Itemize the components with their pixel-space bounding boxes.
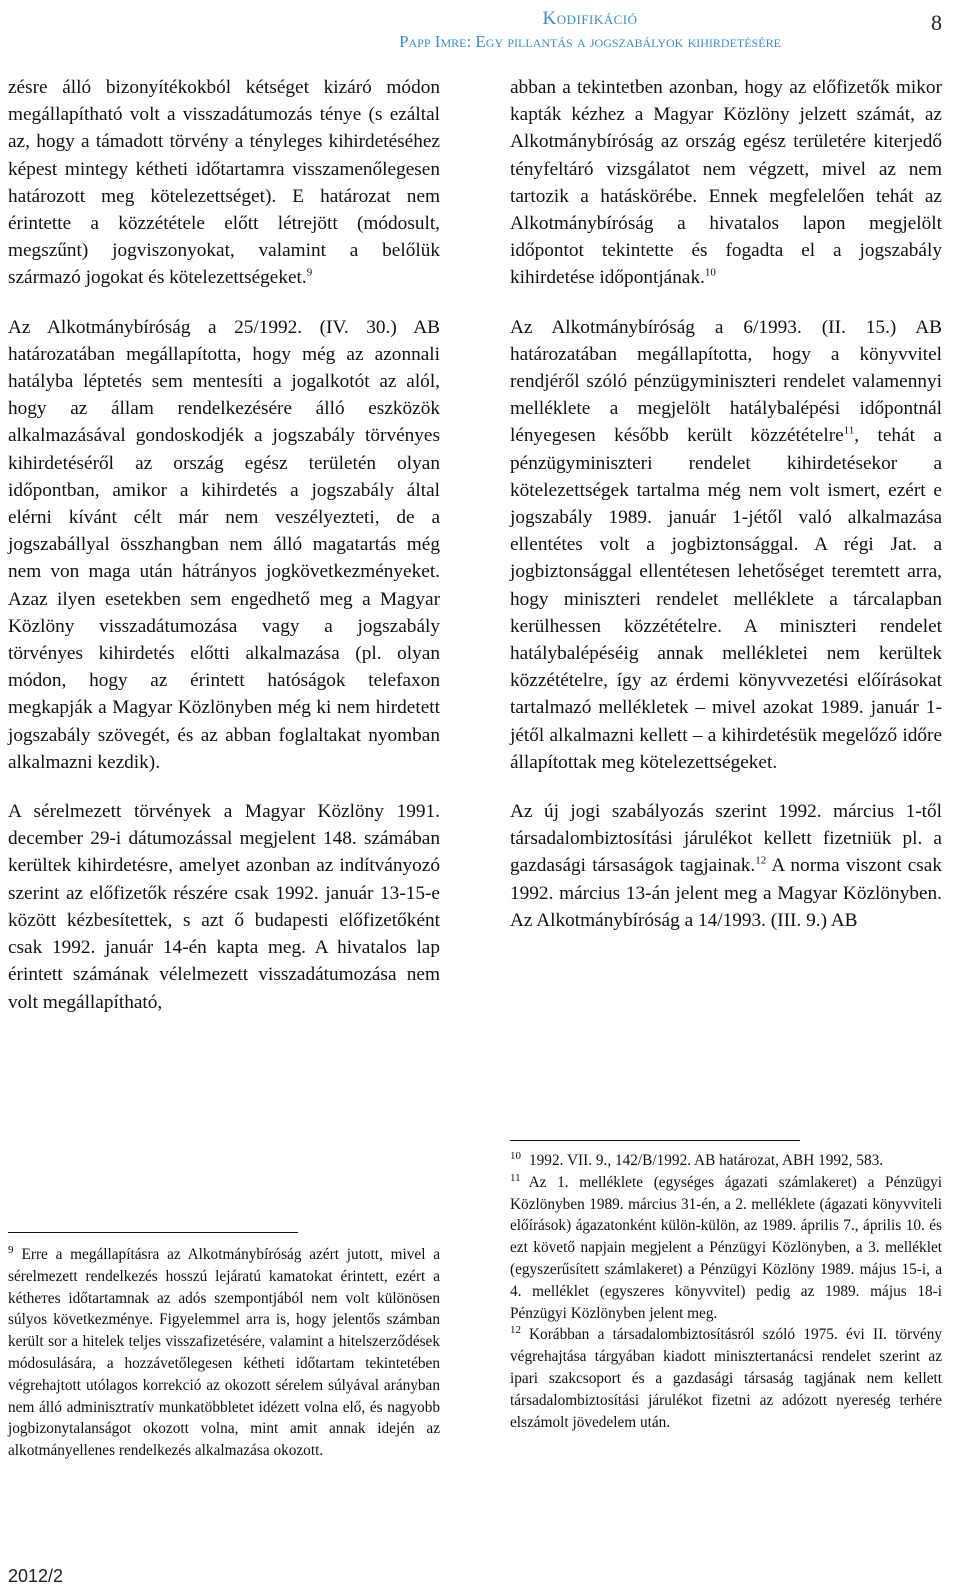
footnote-ref-12: 12 <box>755 855 767 868</box>
footnote-11-text: Az 1. melléklete (egységes ágazati számlakeret) a Pénzügyi Közlönyben 1989. március 31-én, a 2. melléklete (ágazati könyvviteli előírások) ágazatonként külön-külön, az 1989. április 7., április 10. és ezt követő napjain megjelent a Pénzügyi Közlönyben, a 3. melléklet (egyszerűsített számlakeret) a Pénzügyi Közlöny 1989. május 15-i, a 4. melléklet (egyszeres könyvvitel) pedig az 1989. május 18-i Pénzügyi Közlönyben jelent meg. <box>510 1173 942 1322</box>
article-title: Papp Imre: Egy pillantás a jogszabályok kihirdetésére <box>399 32 781 51</box>
footnotes-right <box>510 1150 942 1433</box>
left-paragraph-3: A sérelmezett törvények a Magyar Közlöny 1991. december 29-i dátumozással megjelent 148. számában kerültek kihirdetésre, amelyet azonban az indítványozó szerint az előfizetők részére csak 1992. január 13-15-e között kézbesítettek, s azt ő budapesti előfizetőként csak 1992. január 14-én kapta meg. A hivatalos lap érintett számának vélelmezett visszadátumozása nem volt megállapítható, <box>8 801 440 1013</box>
footnote-12-number: 12 <box>510 1324 521 1337</box>
right-column <box>510 74 942 934</box>
footnotes-left <box>8 1244 440 1462</box>
footnote-10-number: 10 <box>510 1149 521 1162</box>
footnote-12 <box>510 1324 942 1433</box>
right-paragraph-3 <box>510 798 942 934</box>
journal-title: Kodifikáció <box>542 8 638 29</box>
right-paragraph-3-text-b: A norma viszont csak 1992. március 13-án jelent meg a Magyar Közlönyben. Az Alkotmánybíróság a 14/1993. (III. 9.) AB <box>510 855 942 931</box>
footnote-12-text: Korábban a társadalombiztosításról szóló 1975. évi II. törvény végrehajtása tárgyában kiadott minisztertanácsi rendelet szerint az ipari szakcsoport és a gazdasági társaság tagjának nem kellett társadalombiztosítási járulékot fizetni az adózott nyereség terhére elszámolt jövedelem után. <box>510 1326 942 1431</box>
right-paragraph-2-text-b: , tehát a pénzügyminiszteri rendelet kihirdetésekor a kötelezettségek tartalma még nem volt ismert, ezért e jogszabály 1989. január 1-jétől való alkalmazása ellentétes volt a jogbiztonsággal. A régi Jat. a jogbiztonsággal ellentétesen lehetőséget teremtett arra, hogy miniszteri rendelet melléklete a tárcalapban kerülhessen közzétételre. A miniszteri rendelet hatálybalépéséig annak mellékletei nem kerültek közzétételre, így az érdemi könyvvezetési előírásokat tartalmazó mellékletek – mivel azokat 1989. január 1-jétől alkalmazni kellett – a kihirdetésük megelőző időre állapítottak meg kötelezettségeket. <box>510 425 942 773</box>
footnote-ref-11: 11 <box>843 425 855 438</box>
right-paragraph-2 <box>510 314 942 776</box>
footnote-10 <box>510 1150 942 1172</box>
footnote-ref-9: 9 <box>306 267 313 279</box>
left-column <box>8 74 440 1016</box>
footnote-9 <box>8 1244 440 1462</box>
footnote-11 <box>510 1172 942 1325</box>
page-header <box>0 6 960 50</box>
left-paragraph-1-text: zésre álló bizonyítékokból kétséget kizáró módon megállapítható volt a visszadátumozás ténye (s ezáltal az, hogy a támadott törvény a tényleges kihirdetéséhez képest mintegy kétheti időtartamra visszamenőlegesen határozott meg kötelezettséget). E határozat nem érintette a közzététele előtt létrejött (módosult, megszűnt) jogviszonyokat, valamint a belőlük származó jogokat és kötelezettségeket. <box>8 77 440 289</box>
footnote-divider-right <box>510 1140 800 1141</box>
right-paragraph-2-text-a: Az Alkotmánybíróság a 6/1993. (II. 15.) AB határozatában megállapította, hogy a könyvvitel rendjéről szóló pénzügyminiszteri rendelet valamennyi melléklete a megjelölt hatálybalépési időpontnál lényegesen később került közzétételre <box>510 316 942 447</box>
left-paragraph-2: Az Alkotmánybíróság a 25/1992. (IV. 30.) AB határozatában megállapította, hogy még az azonnali hatályba léptetés sem mentesíti a jogalkotót az alól, hogy az állam rendelkezésére álló eszközök alkalmazásával gondoskodjék a jogszabály törvényes kihirdetéséről az ország egész területén olyan időpontban, amikor a kihirdetés a jogszabály által elérni kívánt célt már nem veszélyezteti, de a jogszabállyal összhangban nem álló magatartás még nem von maga után hátrányos jogkövetkezményeket. Azaz ilyen esetekben sem engedhető meg a Magyar Közlöny visszadátumozása vagy a jogszabály törvényes kihirdetés előtti alkalmazása (pl. olyan módon, hogy az érintett hatóságok telefaxon megkapják a Magyar Közlönyben még ki nem hirdetett jogszabály szövegét, és az abban foglaltakat nyomban alkalmazni kezdik). <box>8 316 440 773</box>
footnote-9-number: 9 <box>8 1243 14 1256</box>
right-paragraph-3-text-a: Az új jogi szabályozás szerint 1992. március 1-től társadalombiztosítási járulékot kellett fizetniük pl. a gazdasági társaságok tagjainak. <box>510 801 942 877</box>
left-paragraph-1 <box>8 74 440 292</box>
right-paragraph-1 <box>510 74 942 292</box>
footnote-divider-left <box>8 1232 298 1233</box>
footnote-ref-10: 10 <box>704 267 716 279</box>
footnote-11-number: 11 <box>510 1171 521 1184</box>
issue-number: 2012/2 <box>8 1566 64 1586</box>
page-number: 8 <box>931 10 942 35</box>
footnote-9-text: Erre a megállapításra az Alkotmánybíróság azért jutott, mivel a sérelmezett rendelkezés hosszú lejáratú kamatokat érintett, ezért a kétheтes időtartamnak az adós szempontjából nem volt különösen súlyos következménye. Figyelemmel arra is, hogy jelentős számban került sor a hitelek teljes visszafizetésére, valamint a hitelszerződések módosulására, a hozzávetőlegesen kétheti időtartam tekintetében végrehajtott utólagos korrekció az okozott sérelem súlyával arányban nem álló adminisztratív munkatöbbletet idézett volna elő, és nagyobb jogbizonytalanságot okozott volna, mint amit annak idején az alkotmányellenes rendelkezés alkalmazása okozott. <box>8 1246 440 1460</box>
footnote-10-text: 1992. VII. 9., 142/B/1992. AB határozat, ABH 1992, 583. <box>529 1152 884 1169</box>
right-paragraph-1-text: abban a tekintetben azonban, hogy az előfizetők mikor kapták kézhez a Magyar Közlöny jelzett számát, az Alkotmánybíróság az ország egész területére kiterjedő tényfeltáró vizsgálatot nem végzett, mivel az nem tartozik a hatáskörébe. Ennek megfelelően tehát az Alkotmánybíróság a hivatalos lapon megjelölt időpontot tekintette és fogadta el a jogszabály kihirdetése időpontjának. <box>510 77 942 289</box>
